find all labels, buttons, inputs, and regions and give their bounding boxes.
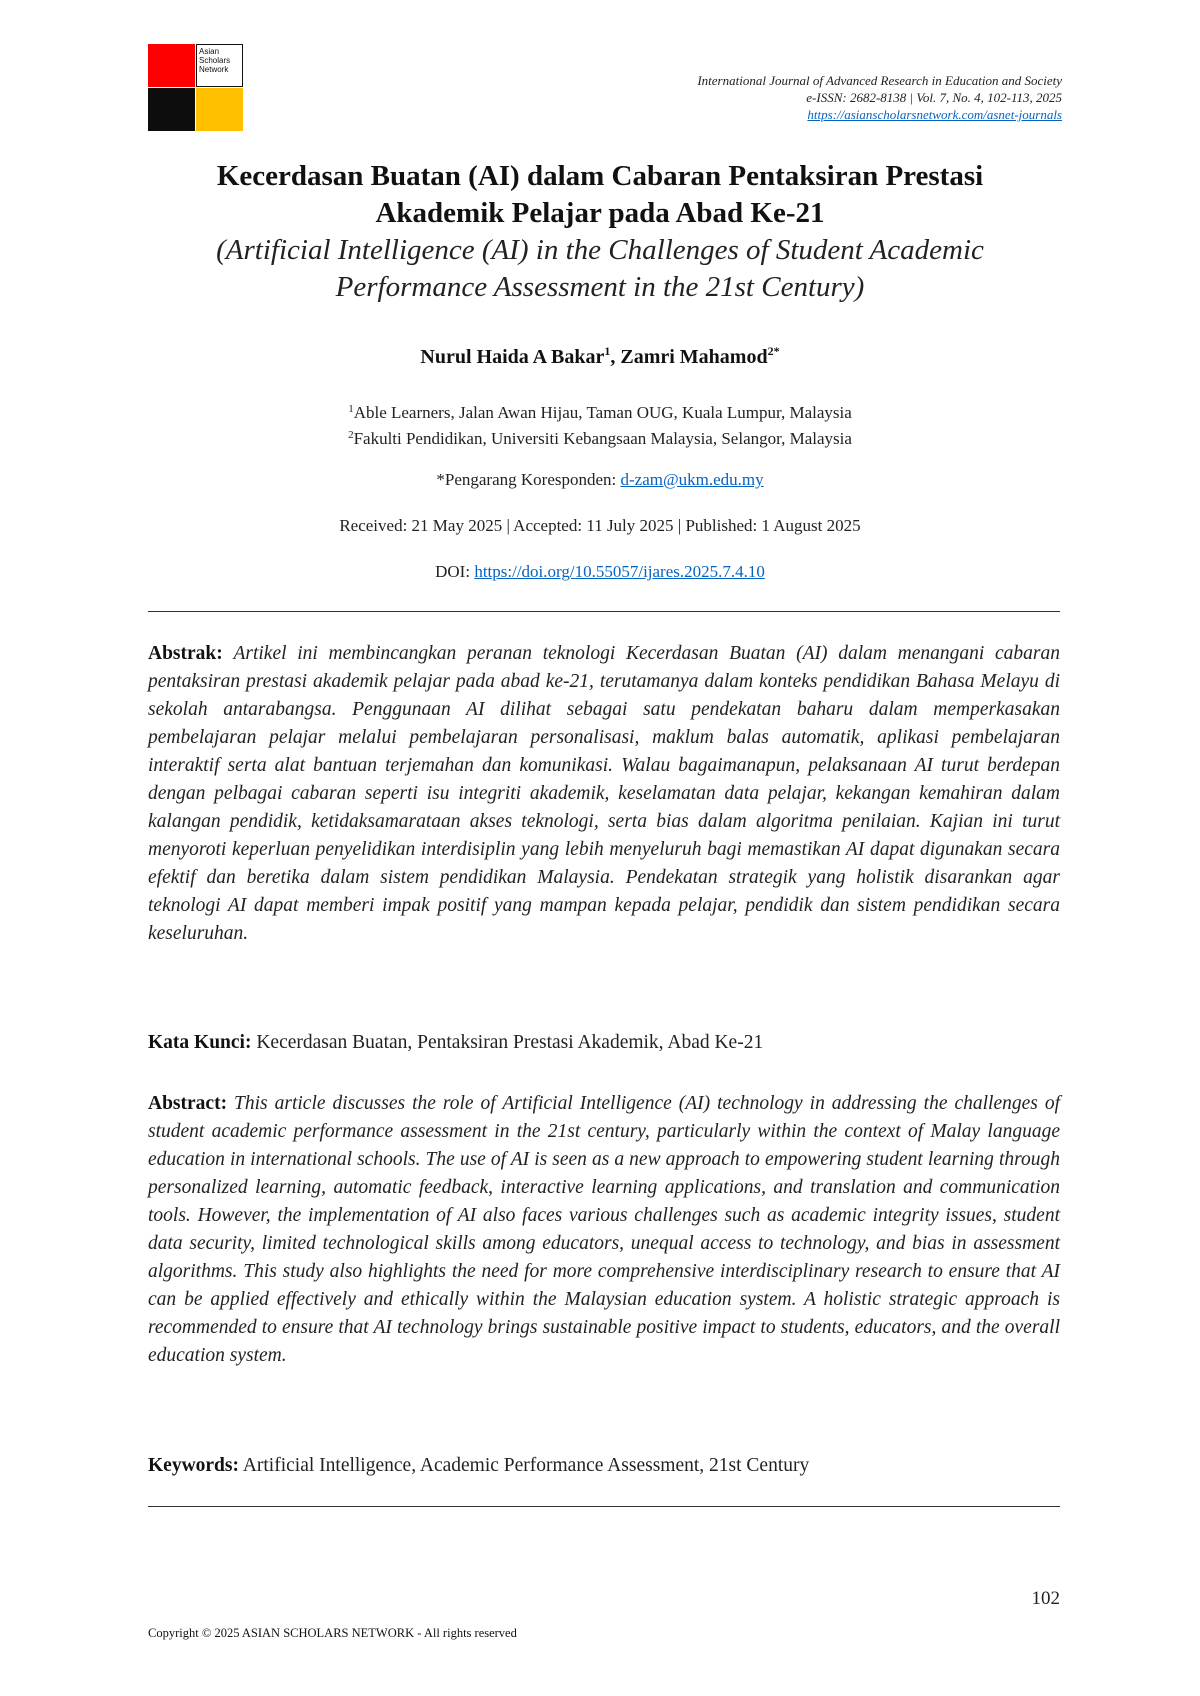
correspondence-email-link[interactable]: d-zam@ukm.edu.my [620,470,764,489]
logo-text-line: Asian [199,47,220,56]
abstract-text: This article discusses the role of Artificial Intelligence (AI) technology in addressing the challenges of student academic performance assessment in the 21st century, particularly within the context of Malay language education in international schools. The use of AI is seen as a new approach to empowering student learning through personalized learning, automatic feedback, interactive learning applications, and translation and communication tools. However, the implementation of AI also faces various challenges such as academic integrity issues, student data security, limited technological skills among educators, unequal access to technology, and bias in assessment algorithms. This study also highlights the need for more comprehensive interdisciplinary research to ensure that AI can be applied effectively and ethically within the Malaysian education system. A holistic strategic approach is recommended to ensure that AI technology brings sustainable positive impact to students, educators, and the overall education system. [148,1093,1060,1366]
author-1: Nurul Haida A Bakar [420,346,605,368]
kata-kunci-label: Kata Kunci: [148,1032,252,1053]
author-1-sup: 1 [604,344,611,358]
affiliations [0,398,1200,450]
logo-yellow-square [196,88,243,131]
logo-text-line: Network [199,65,229,74]
logo-red-square [148,44,195,87]
divider-top [148,611,1060,612]
abstract-paragraph [148,1090,1060,1370]
title-english-line1: (Artificial Intelligence (AI) in the Challenges of Student Academic [216,234,984,266]
affiliation-2-text: Fakulti Pendidikan, Universiti Kebangsaan Malaysia, Selangor, Malaysia [353,429,852,448]
kata-kunci [148,1032,1060,1054]
logo-text-box [196,44,243,87]
affiliation-1 [0,398,1200,424]
authors [0,344,1200,369]
doi-link[interactable]: https://doi.org/10.55057/ijares.2025.7.4.10 [474,562,765,581]
abstract-label: Abstract: [148,1093,228,1114]
journal-issn: e-ISSN: 2682-8138 | Vol. 7, No. 4, 102-113, 2025 [806,90,1062,105]
copyright-notice: Copyright © 2025 ASIAN SCHOLARS NETWORK - All rights reserved [148,1626,517,1640]
keywords-text: Artificial Intelligence, Academic Performance Assessment, 21st Century [242,1455,810,1476]
author-2-sup: 2* [767,344,780,358]
keywords-label: Keywords: [148,1455,239,1476]
affiliation-2-sup: 2 [348,429,354,441]
page-number: 102 [1031,1588,1060,1609]
logo-text-line: Scholars [199,56,231,65]
doi-line [0,562,1200,582]
divider-bottom [148,1506,1060,1507]
kata-kunci-text: Kecerdasan Buatan, Pentaksiran Prestasi Akademik, Abad Ke-21 [256,1032,764,1053]
publisher-logo [148,44,243,131]
title-malay-line1: Kecerdasan Buatan (AI) dalam Cabaran Pentaksiran Prestasi [216,160,984,192]
correspondence-label: *Pengarang Koresponden: [436,470,621,489]
affiliation-1-sup: 1 [348,403,354,415]
title-malay-line2: Akademik Pelajar pada Abad Ke-21 [375,197,825,229]
journal-name: International Journal of Advanced Research in Education and Society [697,73,1062,88]
journal-url-link[interactable]: https://asianscholarsnetwork.com/asnet-journals [807,107,1062,122]
title-block [100,158,1100,306]
affiliation-2 [0,424,1200,450]
abstrak-label: Abstrak: [148,643,223,664]
publication-dates: Received: 21 May 2025 | Accepted: 11 July 2025 | Published: 1 August 2025 [339,516,861,535]
affiliation-1-text: Able Learners, Jalan Awan Hijau, Taman OUG, Kuala Lumpur, Malaysia [353,403,852,422]
title-english-line2: Performance Assessment in the 21st Century) [335,271,865,303]
author-separator: , [610,346,621,368]
abstrak-text: Artikel ini membincangkan peranan teknologi Kecerdasan Buatan (AI) dalam menangani cabaran pentaksiran prestasi akademik pelajar pada abad ke-21, terutamanya dalam konteks pendidikan Bahasa Melayu di sekolah antarabangsa. Penggunaan AI dilihat sebagai satu pendekatan baharu dalam memperkasakan pembelajaran pelajar melalui pembelajaran personalisasi, maklum balas automatik, aplikasi pembelajaran interaktif serta alat bantuan terjemahan dan komunikasi. Walau bagaimanapun, pelaksanaan AI turut berdepan dengan pelbagai cabaran seperti isu integriti akademik, keselamatan data pelajar, kekangan kemahiran dalam kalangan pendidik, ketidaksamarataan akses teknologi, serta bias dalam algoritma penilaian. Kajian ini turut menyoroti keperluan penyelidikan interdisiplin yang lebih menyeluruh bagi memastikan AI dapat digunakan secara efektif dan beretika dalam sistem pendidikan Malaysia. Pendekatan strategik yang holistik disarankan agar teknologi AI dapat memberi impak positif yang mampan kepada pelajar, pendidik dan sistem pendidikan secara keseluruhan. [148,643,1060,944]
abstrak-paragraph [148,640,1060,948]
doi-label: DOI: [435,562,475,581]
keywords [148,1455,1060,1477]
journal-header [697,72,1062,123]
logo-black-square [148,88,195,131]
corresponding-author [0,470,1200,490]
author-2: Zamri Mahamod [620,346,768,368]
